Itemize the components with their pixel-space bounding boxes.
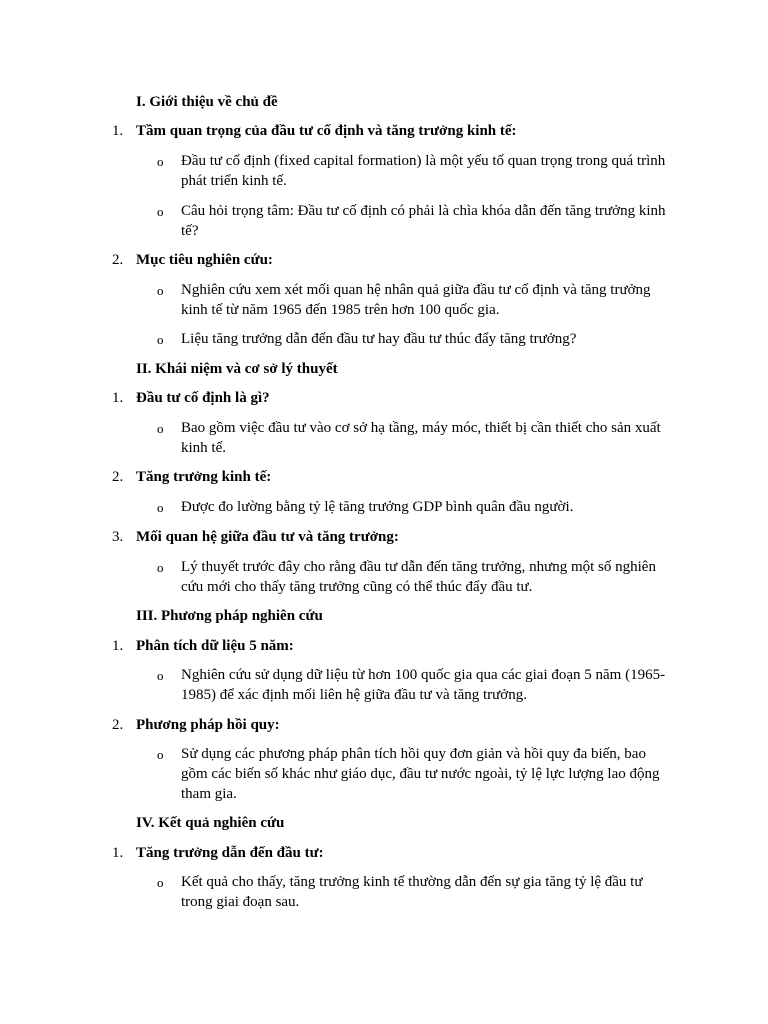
item-title: Mục tiêu nghiên cứu: [136, 252, 273, 268]
bullet-text: Sử dụng các phương pháp phân tích hồi quy đơn giản và hồi quy đa biến, bao gồm các biến số khác như giáo dục, đầu tư nước ngoài, tỷ lệ lực lượng lao động tham gia. [181, 746, 660, 802]
item-number: 1. [112, 845, 124, 861]
section-heading: IV. Kết quả nghiên cứu [136, 815, 285, 831]
bullet-marker: o [157, 204, 164, 219]
bullet-text: Kết quả cho thấy, tăng trưởng kinh tế thường dẫn đến sự gia tăng tỷ lệ đầu tư trong giai đoạn sau. [181, 874, 643, 910]
section-heading: III. Phương pháp nghiên cứu [136, 608, 323, 624]
bullet-marker: o [157, 560, 164, 575]
section-heading: II. Khái niệm và cơ sở lý thuyết [136, 361, 338, 377]
bullet-marker: o [157, 332, 164, 347]
bullet-text: Bao gồm việc đầu tư vào cơ sở hạ tầng, máy móc, thiết bị cần thiết cho sản xuất kinh tế. [181, 420, 661, 456]
bullet-marker: o [157, 668, 164, 683]
bullet-text: Câu hỏi trọng tâm: Đầu tư cố định có phải là chìa khóa dẫn đến tăng trưởng kinh tế? [181, 203, 666, 239]
item-number: 2. [112, 252, 124, 268]
bullet-text: Nghiên cứu sử dụng dữ liệu từ hơn 100 quốc gia qua các giai đoạn 5 năm (1965-1985) để xác định mối liên hệ giữa đầu tư và tăng trưởng. [181, 667, 666, 703]
bullet-marker: o [157, 283, 164, 298]
item-title: Đầu tư cố định là gì? [136, 390, 270, 406]
item-title: Mối quan hệ giữa đầu tư và tăng trưởng: [136, 529, 399, 545]
item-title: Tầm quan trọng của đầu tư cố định và tăng trưởng kinh tế: [136, 123, 517, 139]
item-number: 1. [112, 123, 124, 139]
section-heading: I. Giới thiệu về chủ đề [136, 94, 278, 110]
item-number: 1. [112, 638, 124, 654]
item-number: 2. [112, 469, 124, 485]
bullet-marker: o [157, 875, 164, 890]
bullet-text: Được đo lường bằng tỷ lệ tăng trưởng GDP bình quân đầu người. [181, 499, 574, 515]
item-number: 3. [112, 529, 124, 545]
item-title: Phương pháp hồi quy: [136, 717, 280, 733]
bullet-marker: o [157, 500, 164, 515]
bullet-marker: o [157, 154, 164, 169]
bullet-marker: o [157, 747, 164, 762]
item-title: Tăng trưởng dẫn đến đầu tư: [136, 845, 324, 861]
bullet-text: Nghiên cứu xem xét mối quan hệ nhân quả giữa đầu tư cố định và tăng trưởng kinh tế từ năm 1965 đến 1985 trên hơn 100 quốc gia. [181, 282, 651, 318]
bullet-text: Liệu tăng trưởng dẫn đến đầu tư hay đầu tư thúc đẩy tăng trưởng? [181, 331, 577, 347]
bullet-marker: o [157, 421, 164, 436]
bullet-text: Lý thuyết trước đây cho rằng đầu tư dẫn đến tăng trưởng, nhưng một số nghiên cứu mới cho thấy tăng trưởng cũng có thể thúc đẩy đầu tư. [181, 559, 656, 595]
item-number: 2. [112, 717, 124, 733]
item-title: Phân tích dữ liệu 5 năm: [136, 638, 294, 654]
item-title: Tăng trưởng kinh tế: [136, 469, 272, 485]
item-number: 1. [112, 390, 124, 406]
bullet-text: Đầu tư cố định (fixed capital formation) là một yếu tố quan trọng trong quá trình phát triển kinh tế. [181, 153, 666, 189]
